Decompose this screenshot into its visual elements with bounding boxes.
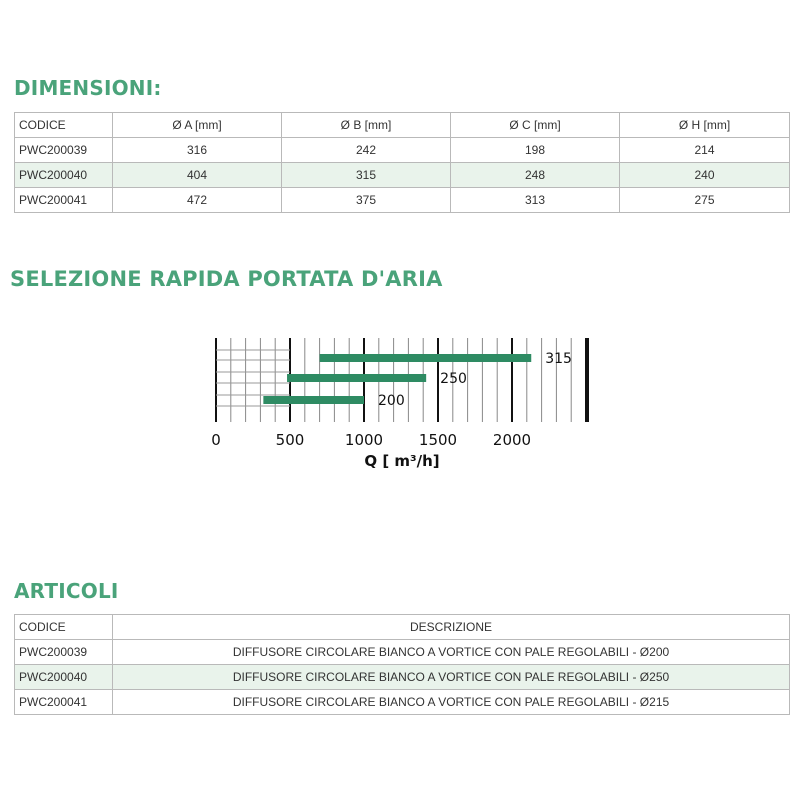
cell-code: PWC200041: [15, 188, 113, 213]
articles-table: [14, 614, 790, 715]
chart-tick-label: 2000: [492, 431, 532, 449]
selection-heading: SELEZIONE RAPIDA PORTATA D'ARIA: [10, 267, 443, 291]
table-row: [15, 640, 790, 665]
cell-description: DIFFUSORE CIRCOLARE BIANCO A VORTICE CON PALE REGOLABILI - Ø215: [113, 690, 790, 715]
chart-bar-315: [320, 354, 532, 362]
dimensions-table: [14, 112, 790, 213]
table-row: [15, 163, 790, 188]
chart-tick-label: 0: [211, 431, 221, 449]
cell-a: 404: [113, 163, 282, 188]
cell-c: 313: [451, 188, 620, 213]
chart-tick-label: 1000: [344, 431, 384, 449]
chart-bar-label-315: 315: [545, 351, 572, 367]
cell-c: 198: [451, 138, 620, 163]
header-diameter-a: Ø A [mm]: [113, 113, 282, 138]
cell-b: 375: [282, 188, 451, 213]
cell-h: 214: [620, 138, 790, 163]
cell-b: 315: [282, 163, 451, 188]
cell-description: DIFFUSORE CIRCOLARE BIANCO A VORTICE CON PALE REGOLABILI - Ø250: [113, 665, 790, 690]
cell-code: PWC200041: [15, 690, 113, 715]
chart-tick-label: 500: [275, 431, 305, 449]
table-header-row: [15, 615, 790, 640]
cell-h: 275: [620, 188, 790, 213]
cell-a: 472: [113, 188, 282, 213]
chart-bar-250: [287, 374, 426, 382]
chart-tick-label: 1500: [418, 431, 458, 449]
cell-code: PWC200039: [15, 138, 113, 163]
table-row: [15, 188, 790, 213]
cell-code: PWC200040: [15, 163, 113, 188]
cell-c: 248: [451, 163, 620, 188]
articles-heading: ARTICOLI: [14, 579, 119, 603]
cell-description: DIFFUSORE CIRCOLARE BIANCO A VORTICE CON PALE REGOLABILI - Ø200: [113, 640, 790, 665]
header-diameter-c: Ø C [mm]: [451, 113, 620, 138]
header-descrizione: DESCRIZIONE: [113, 615, 790, 640]
table-row: [15, 690, 790, 715]
chart-bar-label-250: 250: [440, 371, 467, 387]
chart-x-axis-label: Q [ m³/h]: [364, 452, 440, 470]
cell-h: 240: [620, 163, 790, 188]
dimensions-heading: DIMENSIONI:: [14, 76, 162, 100]
table-row: [15, 665, 790, 690]
table-header-row: [15, 113, 790, 138]
header-codice: CODICE: [15, 615, 113, 640]
header-diameter-h: Ø H [mm]: [620, 113, 790, 138]
cell-a: 316: [113, 138, 282, 163]
cell-code: PWC200040: [15, 665, 113, 690]
chart-bar-200: [263, 396, 364, 404]
header-codice: CODICE: [15, 113, 113, 138]
header-diameter-b: Ø B [mm]: [282, 113, 451, 138]
table-row: [15, 138, 790, 163]
cell-b: 242: [282, 138, 451, 163]
airflow-chart: [200, 330, 600, 475]
chart-bar-label-200: 200: [378, 393, 405, 409]
chart-tick-labels: [211, 431, 531, 449]
cell-code: PWC200039: [15, 640, 113, 665]
